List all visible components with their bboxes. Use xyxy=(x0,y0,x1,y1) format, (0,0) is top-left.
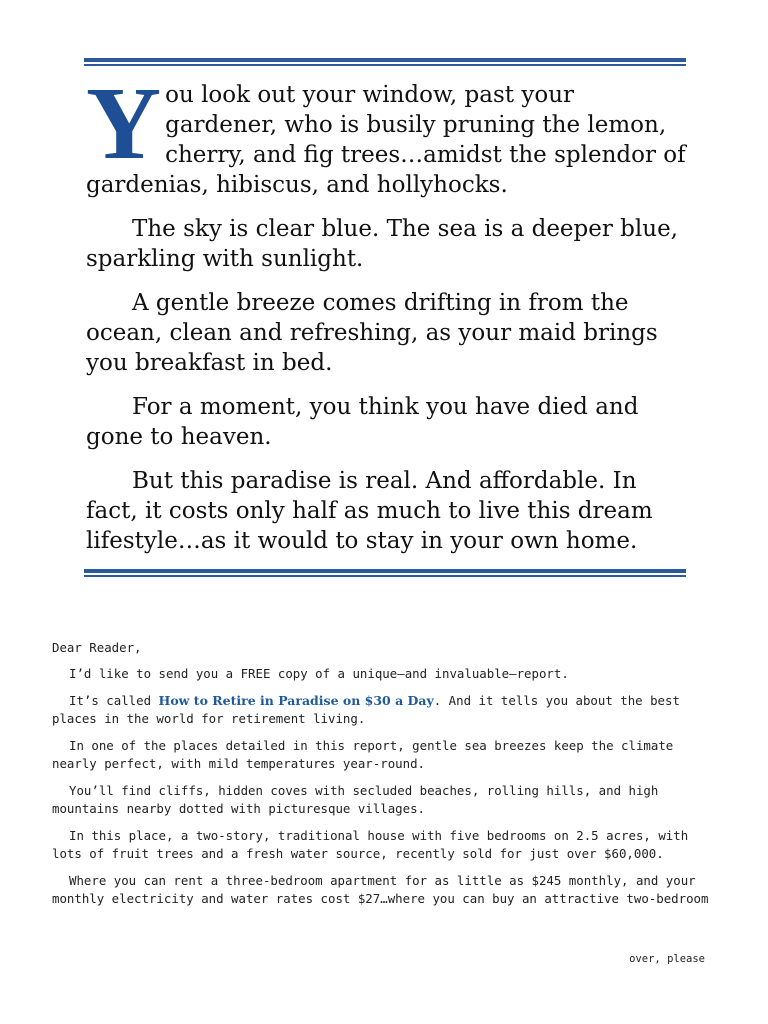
bottom-divider-thick-line xyxy=(84,569,686,573)
letter-paragraph-5: In this place, a two-story, traditional house with five bedrooms on 2.5 acres, with lots of fruit trees and a fresh water source, recently sold for just over $60,000. xyxy=(52,828,689,861)
top-divider-thin-line xyxy=(84,64,686,66)
salutation: Dear Reader, xyxy=(52,640,142,655)
intro-paragraph-1-text: ou look out your window, past your gardener, who is busily pruning the lemon, cherry, and fig trees…amidst the splendor of gardenias, hibiscus, and hollyhocks. xyxy=(86,82,686,198)
intro-block xyxy=(86,66,686,556)
letter-body xyxy=(52,639,712,917)
bottom-divider-thin-line xyxy=(84,575,686,577)
letter-paragraph-2-lead: It’s called xyxy=(69,693,159,708)
top-divider-thick-line xyxy=(84,58,686,62)
letter-paragraph-2 xyxy=(52,692,712,728)
intro-paragraph-1 xyxy=(86,66,686,200)
intro-paragraph-3: A gentle breeze comes drifting in from the ocean, clean and refreshing, as your maid brings you breakfast in bed. xyxy=(86,290,658,376)
continue-footer: over, please xyxy=(629,953,705,965)
bottom-divider xyxy=(84,569,686,577)
letter-paragraph-2-rest: . And it tells you about the best places in the world for retirement living. xyxy=(52,693,680,726)
letter-paragraph-4: You’ll find cliffs, hidden coves with secluded beaches, rolling hills, and high mountains nearby dotted with picturesque villages. xyxy=(52,783,659,816)
drop-cap: Y xyxy=(86,66,162,181)
letter-paragraph-1: I’d like to send you a FREE copy of a unique—and invaluable—report. xyxy=(69,666,569,681)
report-title: How to Retire in Paradise on $30 a Day xyxy=(158,693,434,708)
letter-paragraph-3: In one of the places detailed in this report, gentle sea breezes keep the climate nearly perfect, with mild temperatures year-round. xyxy=(52,738,674,771)
letter-paragraph-6: Where you can rent a three-bedroom apartment for as little as $245 monthly, and your monthly electricity and water rates cost $27…where you can buy an attractive two-bedroom xyxy=(52,873,709,906)
intro-paragraph-4: For a moment, you think you have died and gone to heaven. xyxy=(86,394,639,450)
intro-paragraph-2: The sky is clear blue. The sea is a deeper blue, sparkling with sunlight. xyxy=(86,216,678,272)
top-divider xyxy=(84,58,686,66)
intro-paragraph-5: But this paradise is real. And affordable. In fact, it costs only half as much to live this dream lifestyle…as it would to stay in your own home. xyxy=(86,468,653,554)
